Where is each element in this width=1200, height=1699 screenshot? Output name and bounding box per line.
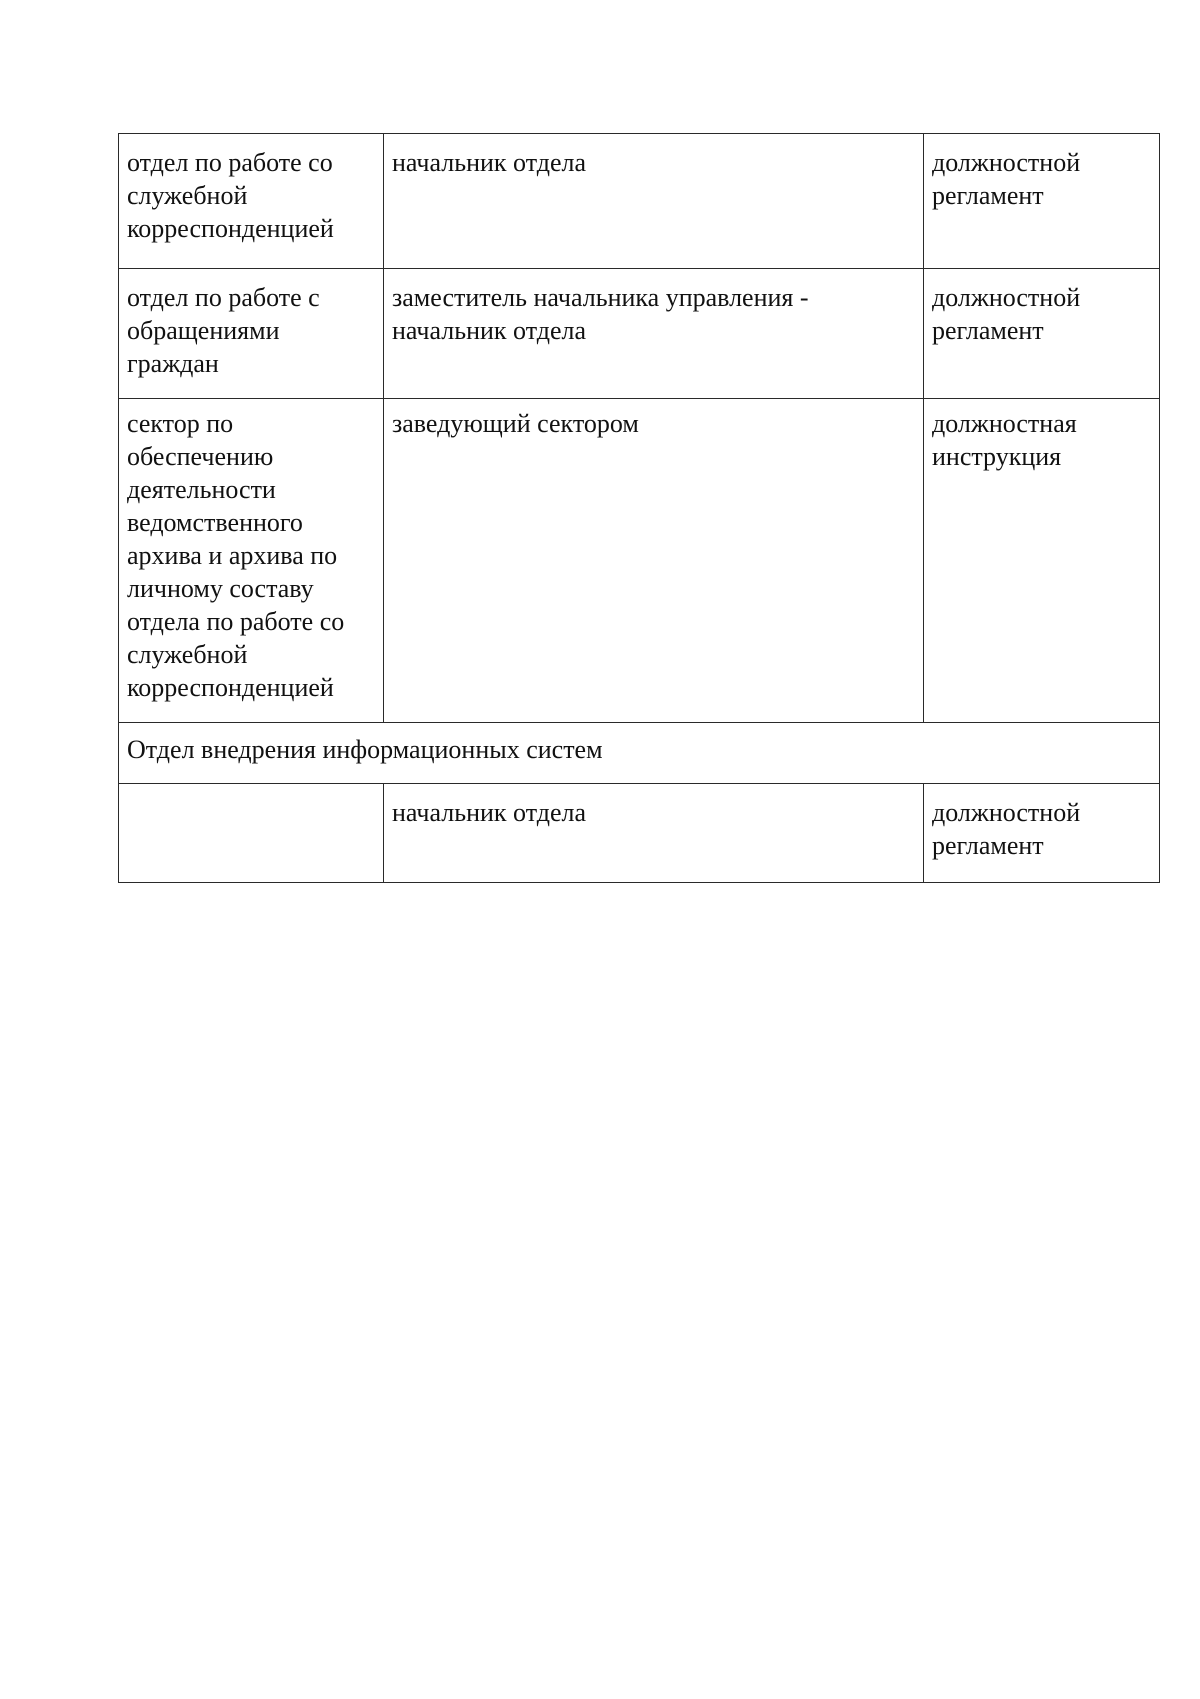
table-row (119, 399, 1160, 723)
unit-text: отдел по работе со служебной корреспонденцией (127, 148, 334, 243)
document-cell (924, 269, 1160, 399)
document-cell (924, 134, 1160, 269)
document-text: должностная инструкция (932, 409, 1077, 471)
unit-cell (119, 134, 384, 269)
table-row (119, 784, 1160, 883)
document-cell (924, 784, 1160, 883)
position-cell (384, 399, 924, 723)
position-text: начальник отдела (392, 148, 587, 177)
unit-text: отдел по работе с обращениями граждан (127, 283, 320, 378)
position-text: начальник отдела (392, 798, 587, 827)
unit-cell (119, 269, 384, 399)
section-header-text: Отдел внедрения информационных систем (127, 735, 603, 764)
unit-text: сектор по обеспечению деятельности ведомственного архива и архива по личному составу отдела по работе со служебной корреспонденцией (127, 409, 345, 702)
position-cell (384, 134, 924, 269)
table-row (119, 269, 1160, 399)
document-cell (924, 399, 1160, 723)
position-cell (384, 784, 924, 883)
staff-table (118, 133, 1160, 883)
document-text: должностной регламент (932, 148, 1081, 210)
position-text: заведующий сектором (392, 409, 639, 438)
table-row (119, 134, 1160, 269)
position-cell (384, 269, 924, 399)
section-header-row (119, 723, 1160, 784)
document-text: должностной регламент (932, 283, 1081, 345)
unit-cell (119, 784, 384, 883)
document-text: должностной регламент (932, 798, 1081, 860)
position-text: заместитель начальника управления - начальник отдела (392, 283, 809, 345)
section-header-cell (119, 723, 1160, 784)
unit-cell (119, 399, 384, 723)
